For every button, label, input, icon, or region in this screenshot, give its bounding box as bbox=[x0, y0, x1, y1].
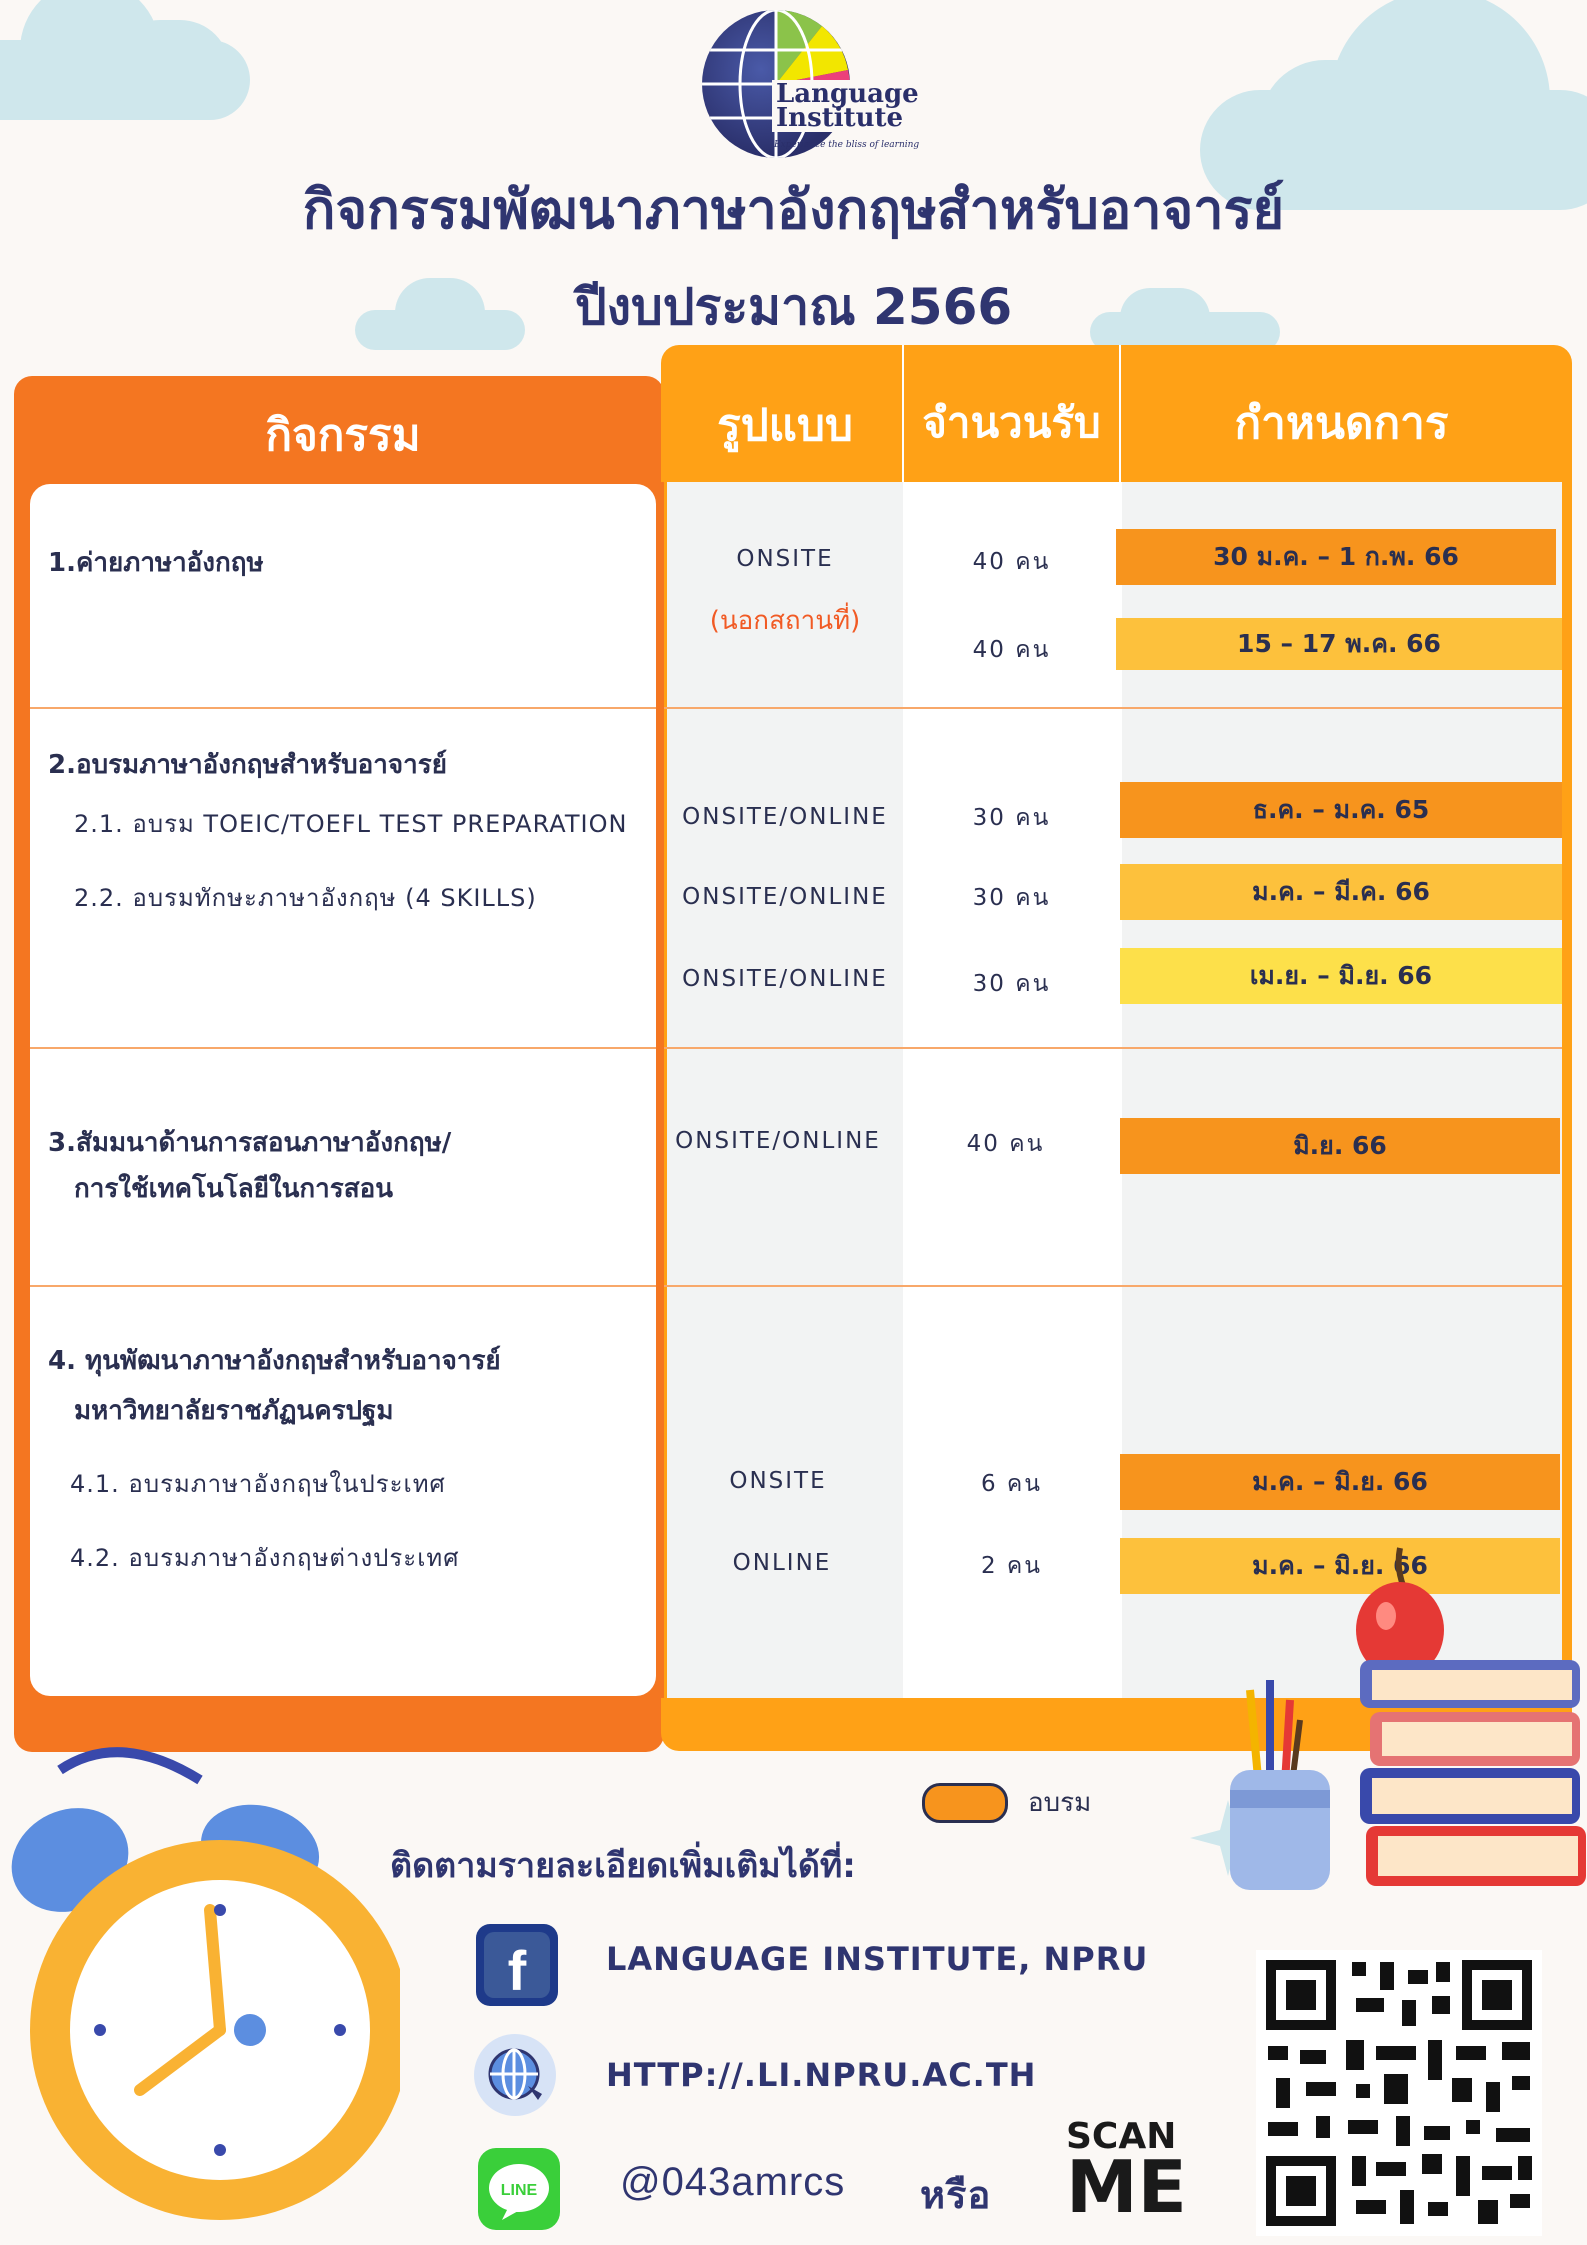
activity-title: 4. ทุนพัฒนาภาษาอังกฤษสำหรับอาจารย์ bbox=[48, 1346, 501, 1376]
scan-line2: ME bbox=[1066, 2145, 1187, 2229]
activity-title: 1.ค่ายภาษาอังกฤษ bbox=[48, 548, 264, 578]
format-cell: ONSITE bbox=[729, 1468, 827, 1494]
facebook-icon[interactable] bbox=[476, 1924, 558, 2006]
row-divider bbox=[30, 1285, 1562, 1287]
logo-tagline: Experience the bliss of learning bbox=[774, 140, 920, 150]
activity-title-line2: มหาวิทยาลัยราชภัฏนครปฐม bbox=[74, 1396, 394, 1426]
schedule-bar: ม.ค. – มิ.ย. 66 bbox=[1120, 1454, 1560, 1510]
format-cell: ONLINE bbox=[732, 1550, 832, 1576]
logo-name-line2: Institute bbox=[776, 103, 904, 133]
format-cell: ONSITE/ONLINE bbox=[682, 884, 888, 910]
row-divider bbox=[30, 1047, 1562, 1049]
format-cell: ONSITE/ONLINE bbox=[682, 966, 888, 992]
format-cell: ONSITE bbox=[736, 546, 834, 572]
schedule-bar: 15 – 17 พ.ค. 66 bbox=[1116, 618, 1562, 670]
logo-name-line1: Language bbox=[776, 79, 919, 109]
sub-item: 2.1. อบรม TOEIC/TOEFL TEST PREPARATION bbox=[74, 810, 628, 838]
activity-title-line2: การใช้เทคโนโลยีในการสอน bbox=[74, 1174, 393, 1204]
schedule-bar: 30 ม.ค. – 1 ก.พ. 66 bbox=[1116, 529, 1556, 585]
format-cell: ONSITE/ONLINE bbox=[675, 1128, 881, 1154]
format-cell: ONSITE/ONLINE bbox=[682, 804, 888, 830]
capacity-cell: 30 คน bbox=[972, 805, 1051, 831]
svg-text:LINE: LINE bbox=[500, 2182, 538, 2199]
capacity-cell: 30 คน bbox=[972, 885, 1051, 911]
follow-heading: ติดตามรายละเอียดเพิ่มเติมได้ที่: bbox=[390, 1846, 856, 1886]
qr-code[interactable] bbox=[1256, 1950, 1542, 2236]
capacity-cell: 2 คน bbox=[980, 1553, 1043, 1579]
legend-swatch bbox=[922, 1783, 1008, 1823]
format-column-shade bbox=[667, 482, 903, 1698]
sub-item: 2.2. อบรมทักษะภาษาอังกฤษ (4 SKILLS) bbox=[74, 884, 537, 912]
capacity-cell: 40 คน bbox=[966, 1131, 1045, 1157]
line-id[interactable]: @043amrcs bbox=[620, 2160, 846, 2204]
line-icon[interactable] bbox=[478, 2148, 560, 2230]
schedule-bar: ม.ค. – มี.ค. 66 bbox=[1120, 864, 1562, 920]
legend-label: อบรม bbox=[1028, 1788, 1092, 1818]
schedule-bar: ธ.ค. – ม.ค. 65 bbox=[1120, 782, 1562, 838]
facebook-link[interactable]: LANGUAGE INSTITUTE, NPRU bbox=[606, 1940, 1149, 1978]
scan-me-label bbox=[1066, 2116, 1187, 2229]
capacity-cell: 40 คน bbox=[972, 549, 1051, 575]
format-note: (นอกสถานที่) bbox=[709, 606, 861, 636]
schedule-bar: ม.ค. – มิ.ย. 66 bbox=[1120, 1538, 1560, 1594]
activity-column-body bbox=[30, 484, 656, 1696]
column-divider bbox=[656, 482, 664, 1698]
header-capacity: จำนวนรับ bbox=[922, 398, 1101, 447]
capacity-cell: 40 คน bbox=[972, 637, 1051, 663]
svg-text:f: f bbox=[507, 1939, 527, 2002]
website-link[interactable]: HTTP://.LI.NPRU.AC.TH bbox=[606, 2056, 1037, 2094]
activity-title: 3.สัมมนาด้านการสอนภาษาอังกฤษ/ bbox=[48, 1128, 452, 1158]
activity-title: 2.อบรมภาษาอังกฤษสำหรับอาจารย์ bbox=[48, 750, 447, 780]
header-format: รูปแบบ bbox=[717, 400, 853, 451]
page-subtitle: ปีงบประมาณ 2566 bbox=[574, 278, 1013, 336]
scan-line1: SCAN bbox=[1066, 2116, 1177, 2157]
sub-item: 4.1. อบรมภาษาอังกฤษในประเทศ bbox=[70, 1470, 446, 1498]
sub-item: 4.2. อบรมภาษาอังกฤษต่างประเทศ bbox=[70, 1544, 460, 1572]
header-activity: กิจกรรม bbox=[265, 410, 421, 461]
globe-icon[interactable] bbox=[474, 2034, 556, 2116]
capacity-cell: 6 คน bbox=[980, 1471, 1043, 1497]
or-text: หรือ bbox=[920, 2173, 992, 2217]
schedule-bar: เม.ย. – มิ.ย. 66 bbox=[1120, 948, 1562, 1004]
row-divider bbox=[30, 707, 1562, 709]
header-schedule: กำหนดการ bbox=[1234, 398, 1449, 449]
schedule-bar: มิ.ย. 66 bbox=[1120, 1118, 1560, 1174]
capacity-cell: 30 คน bbox=[972, 971, 1051, 997]
page-title: กิจกรรมพัฒนาภาษาอังกฤษสำหรับอาจารย์ bbox=[302, 178, 1285, 241]
